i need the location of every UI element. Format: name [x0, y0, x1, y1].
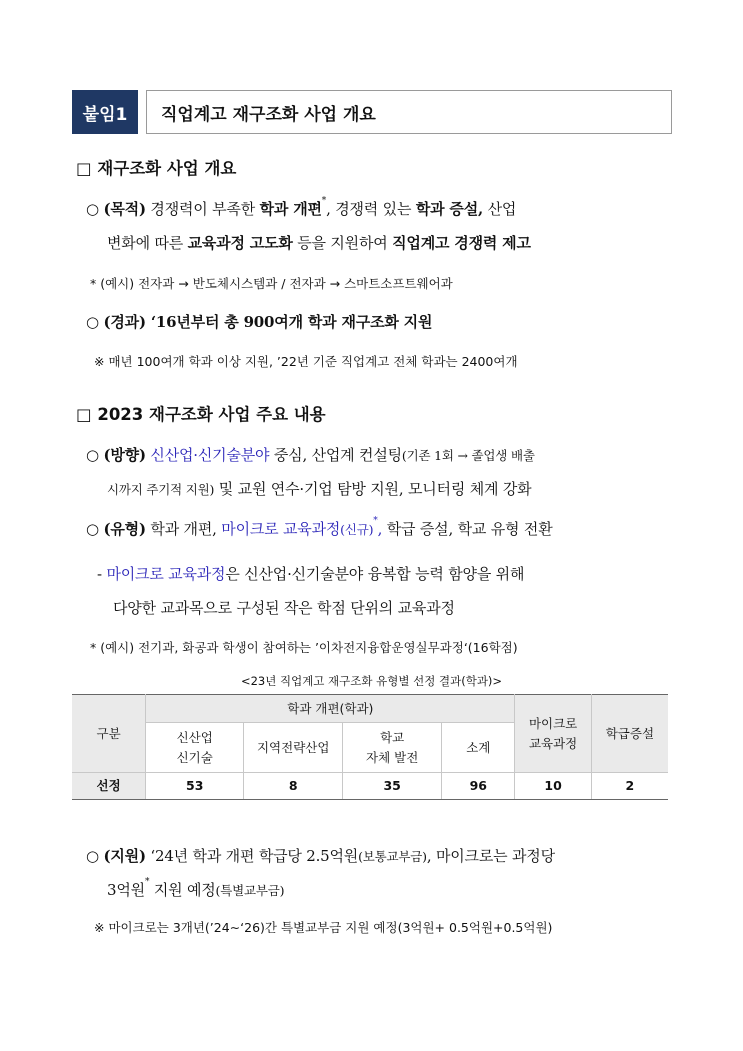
row-label: 선정 — [72, 773, 146, 800]
micro-example-note — [90, 638, 518, 656]
header-regional: 지역전략산업 — [244, 723, 343, 773]
section2-heading: □ 2023 재구조화 사업 주요 내용 — [76, 405, 326, 424]
text: 변화에 따른 — [107, 234, 188, 252]
text: , 경쟁력 있는 — [326, 200, 416, 218]
comma: , — [377, 520, 383, 538]
text: , 마이크로는 과정당 — [426, 847, 555, 865]
cell-value: 10 — [515, 773, 591, 800]
bullet: ○ — [86, 313, 99, 331]
direction-line1 — [86, 444, 535, 465]
purpose-example-note — [90, 274, 453, 292]
header-class: 학급증설 — [591, 695, 668, 773]
page-title: 직업계고 재구조화 사업 개요 — [146, 90, 672, 134]
micro-desc-line2: 다양한 교과목으로 구성된 작은 학점 단위의 교육과정 — [113, 599, 455, 617]
note-text: 매년 100여개 학과 이상 지원, ’22년 기준 직업계고 전체 학과는 2400여개 — [108, 354, 518, 369]
bullet: ○ — [86, 446, 99, 464]
note-text: 마이크로는 3개년(’24∼‘26)간 특별교부금 지원 예정(3억원+ 0.5억원+0.5억원) — [108, 920, 553, 935]
support-note — [94, 918, 552, 936]
text: 은 신산업·신기술분야 융복합 능력 함양을 위해 — [225, 565, 525, 583]
type-label: (유형) — [103, 520, 146, 538]
text-highlight: 신산업·신기술분야 — [150, 446, 270, 464]
cell-value: 8 — [244, 773, 343, 800]
text-small: (보통교부금) — [358, 849, 427, 864]
note-mark: ※ — [94, 354, 105, 369]
footnote-mark: * — [144, 877, 150, 887]
support-label: (지원) — [103, 847, 146, 865]
note-mark: * — [90, 276, 97, 291]
bullet: ○ — [86, 200, 99, 218]
note-mark: ※ — [94, 920, 105, 935]
purpose-label: (목적) — [103, 200, 146, 218]
text-bold: 학과 증설, — [415, 200, 484, 218]
header-reorg: 학과 개편(학과) — [146, 695, 515, 723]
support-line2 — [107, 879, 284, 900]
dash: - — [97, 565, 102, 583]
text: ‘24년 학과 개편 학급당 2.5억원 — [145, 847, 359, 865]
text-bold: 교육과정 고도화 — [187, 234, 293, 252]
direction-label: (방향) — [103, 446, 146, 464]
purpose-line1 — [86, 198, 516, 219]
direction-line2 — [107, 478, 531, 499]
attachment-tag: 붙임1 — [72, 90, 138, 134]
cell-value: 96 — [442, 773, 515, 800]
note-text: (예시) 전기과, 화공과 학생이 참여하는 ’이차전지융합운영실무과정‘(16학점) — [100, 640, 518, 655]
table-caption: <23년 직업계고 재구조화 유형별 선정 결과(학과)> — [240, 674, 503, 688]
text-bold: 직업계고 경쟁력 제고 — [392, 234, 531, 252]
history-line — [86, 311, 432, 332]
micro-desc-line1 — [97, 563, 524, 584]
text: 및 교원 연수·기업 탐방 지원, 모니터링 체계 강화 — [214, 480, 532, 498]
text-bold: 학과 개편 — [259, 200, 322, 218]
text-small: 시까지 주기적 지원) — [107, 482, 215, 497]
text-highlight: 마이크로 교육과정 — [106, 565, 226, 583]
text: 등을 지원하여 — [292, 234, 393, 252]
purpose-line2 — [107, 232, 531, 253]
header-category: 구분 — [72, 695, 146, 773]
bullet: ○ — [86, 520, 99, 538]
cell-value: 2 — [591, 773, 668, 800]
header-micro: 마이크로 교육과정 — [515, 695, 591, 773]
text: 지원 예정 — [149, 881, 216, 899]
text-small: (특별교부금) — [215, 883, 285, 898]
header-school: 학교 자체 발전 — [343, 723, 442, 773]
header-subtotal: 소계 — [442, 723, 515, 773]
footnote-mark: * — [373, 516, 378, 526]
support-line1 — [86, 845, 555, 866]
history-label: (경과) — [103, 313, 146, 331]
note-text: (예시) 전자과 → 반도체시스템과 / 전자과 → 스마트소프트웨어과 — [100, 276, 453, 291]
text: 중심, 산업계 컨설팅 — [269, 446, 402, 464]
footnote-mark: * — [321, 196, 327, 206]
header-new-industry: 신산업 신기술 — [146, 723, 244, 773]
text: 학과 개편, — [145, 520, 222, 538]
text: 3억원 — [107, 881, 145, 899]
history-note — [94, 352, 518, 370]
text-bold: ‘16년부터 총 900여개 학과 재구조화 지원 — [145, 313, 433, 331]
type-line — [86, 518, 552, 539]
cell-value: 35 — [343, 773, 442, 800]
text-highlight: 마이크로 교육과정 — [221, 520, 341, 538]
note-mark: * — [90, 640, 97, 655]
text: 산업 — [483, 200, 517, 218]
text-highlight-small: (신규) — [340, 522, 374, 537]
section1-heading: □ 재구조화 사업 개요 — [76, 159, 237, 178]
text: 경쟁력이 부족한 — [145, 200, 260, 218]
results-table — [72, 694, 668, 800]
cell-value: 53 — [146, 773, 244, 800]
bullet: ○ — [86, 847, 99, 865]
text: 학급 증설, 학교 유형 전환 — [382, 520, 553, 538]
text-small: (기존 1회 → 졸업생 배출 — [401, 448, 535, 463]
